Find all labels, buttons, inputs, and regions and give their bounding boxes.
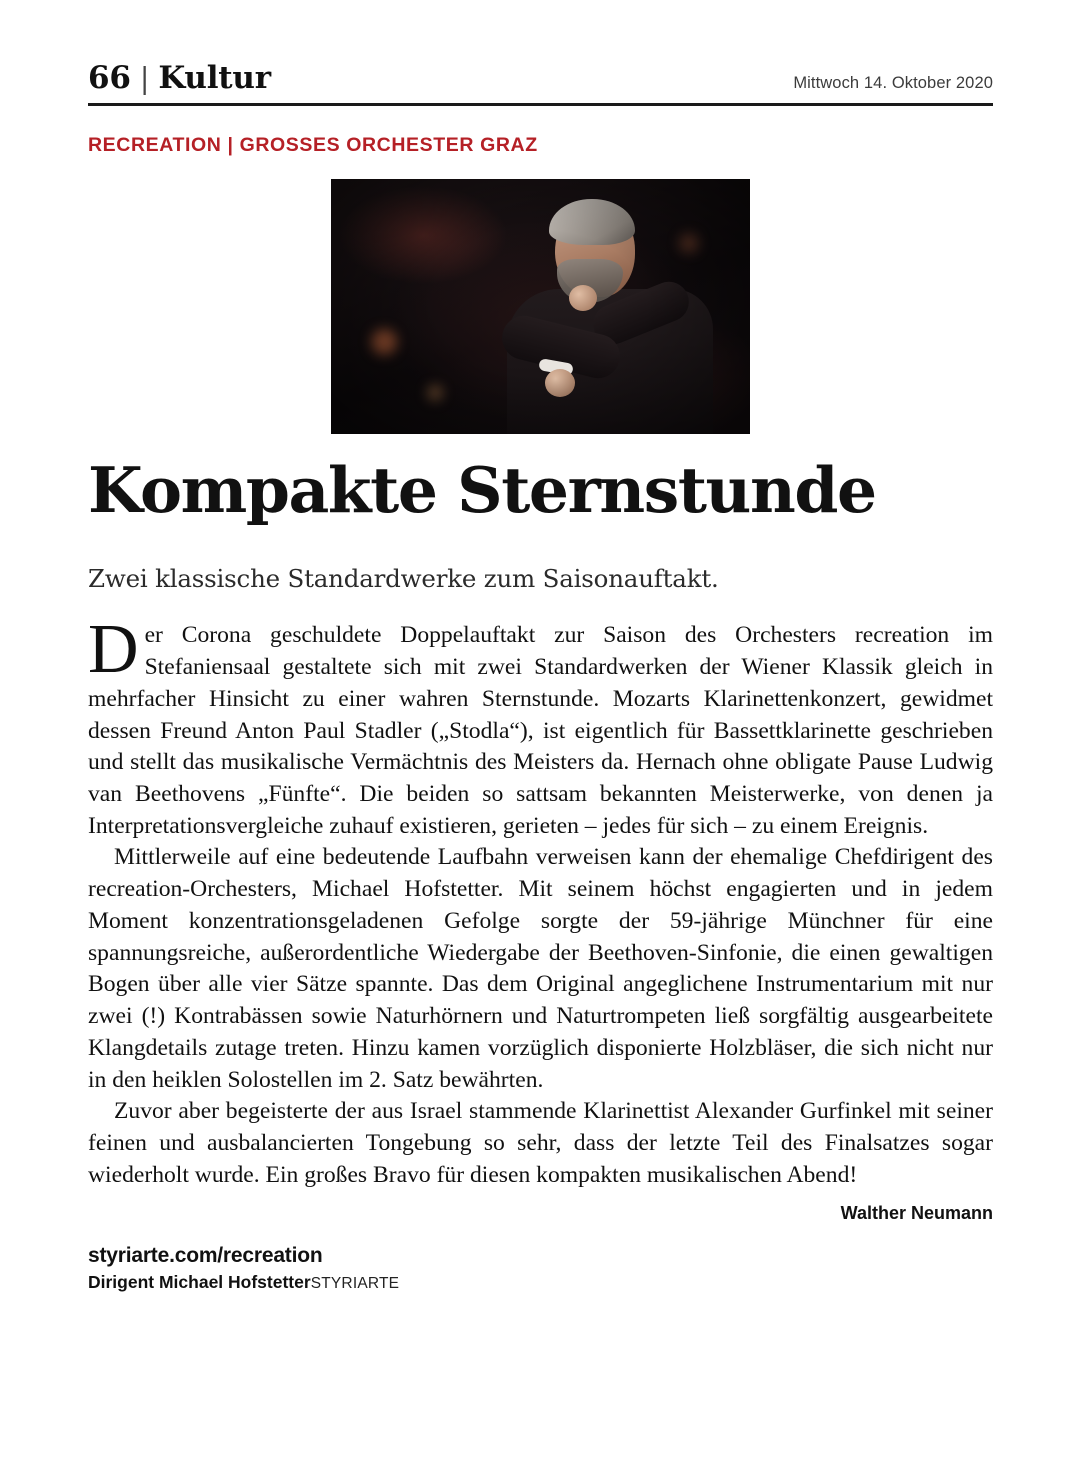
article-headline: Kompakte Sternstunde [88, 453, 876, 527]
paragraph-1-text: er Corona geschuldete Doppelauftakt zur Saison des Orchesters recreation im Stefaniensaal gestaltete sich mit zwei Standardwerken der Wiener Klassik gleich in mehrfacher Hinsicht zu einer wahren Sternstunde. Mozarts Klarinettenkonzert, gewidmet dessen Freund Anton Paul Stadler („Stodla“), ist eigentlich für Bassettklarinette geschrieben und stellt das musikalische Vermächtnis des Meisters da. Hernach ohne obligate Pause Ludwig van Beethovens „Fünfte“. Die beiden so sattsam bekannten Meisterwerke, von denen ja Interpretationsvergleiche zuhauf existieren, gerieten – jedes für sich – zu einem Ereignis. [88, 622, 993, 839]
page-masthead [88, 0, 993, 106]
folio-separator: | [139, 61, 150, 95]
footer-website-link[interactable]: styriarte.com/recreation [88, 1244, 323, 1268]
masthead-left [88, 60, 271, 96]
article-body [88, 611, 993, 1191]
photo-credit [88, 1272, 993, 1293]
photo-credit-agency: STYRIARTE [310, 1275, 400, 1293]
page-folio-number: 66 [88, 60, 131, 96]
paragraph-1 [88, 611, 993, 842]
drop-cap: D [88, 611, 139, 689]
article-byline: Walther Neumann [840, 1203, 993, 1224]
article-kicker: RECREATION | GROSSES ORCHESTER GRAZ [88, 134, 538, 156]
section-title: Kultur [158, 60, 271, 96]
newspaper-page [88, 0, 993, 1457]
paragraph-2: Mittlerweile auf eine bedeutende Laufbahn verweisen kann der ehemalige Chefdirigent des recreation-Orchesters, Michael Hofstetter. Mit seinem höchst engagierten und in jedem Moment konzentrationsgeladenen Gefolge sorgte der 59-jährige Münchner für eine spannungsreiche, außerordentliche Wiedergabe der Beethoven-Sinfonie, die einen gewaltigen Bogen über alle vier Sätze spannte. Das dem Original angeglichene Instrumentarium mit nur zwei (!) Kontrabässen sowie Naturhörnern und Naturtrompeten ließ sorgfältig ausgearbeitete Klangdetails zutage treten. Hinzu kamen vorzüglich disponierte Holzbläser, die sich nicht nur in den heiklen Solostellen im 2. Satz bewährten. [88, 844, 993, 1093]
article-photo-wrap [88, 179, 993, 434]
paragraph-3: Zuvor aber begeisterte der aus Israel stammende Klarinettist Alexander Gurfinkel mit seiner feinen und ausbalancierten Tongebung so sehr, dass der letzte Teil des Finalsatzes sogar wiederholt wurde. Ein großes Bravo für diesen kompakten musikalischen Abend! [88, 1098, 993, 1188]
article-footer [88, 1244, 993, 1293]
conductor-photo [331, 179, 750, 434]
issue-date: Mittwoch 14. Oktober 2020 [793, 74, 993, 92]
article-subheadline: Zwei klassische Standardwerke zum Saisonauftakt. [88, 564, 719, 594]
photo-vignette [331, 179, 750, 434]
photo-credit-name: Dirigent Michael Hofstetter [88, 1272, 311, 1293]
